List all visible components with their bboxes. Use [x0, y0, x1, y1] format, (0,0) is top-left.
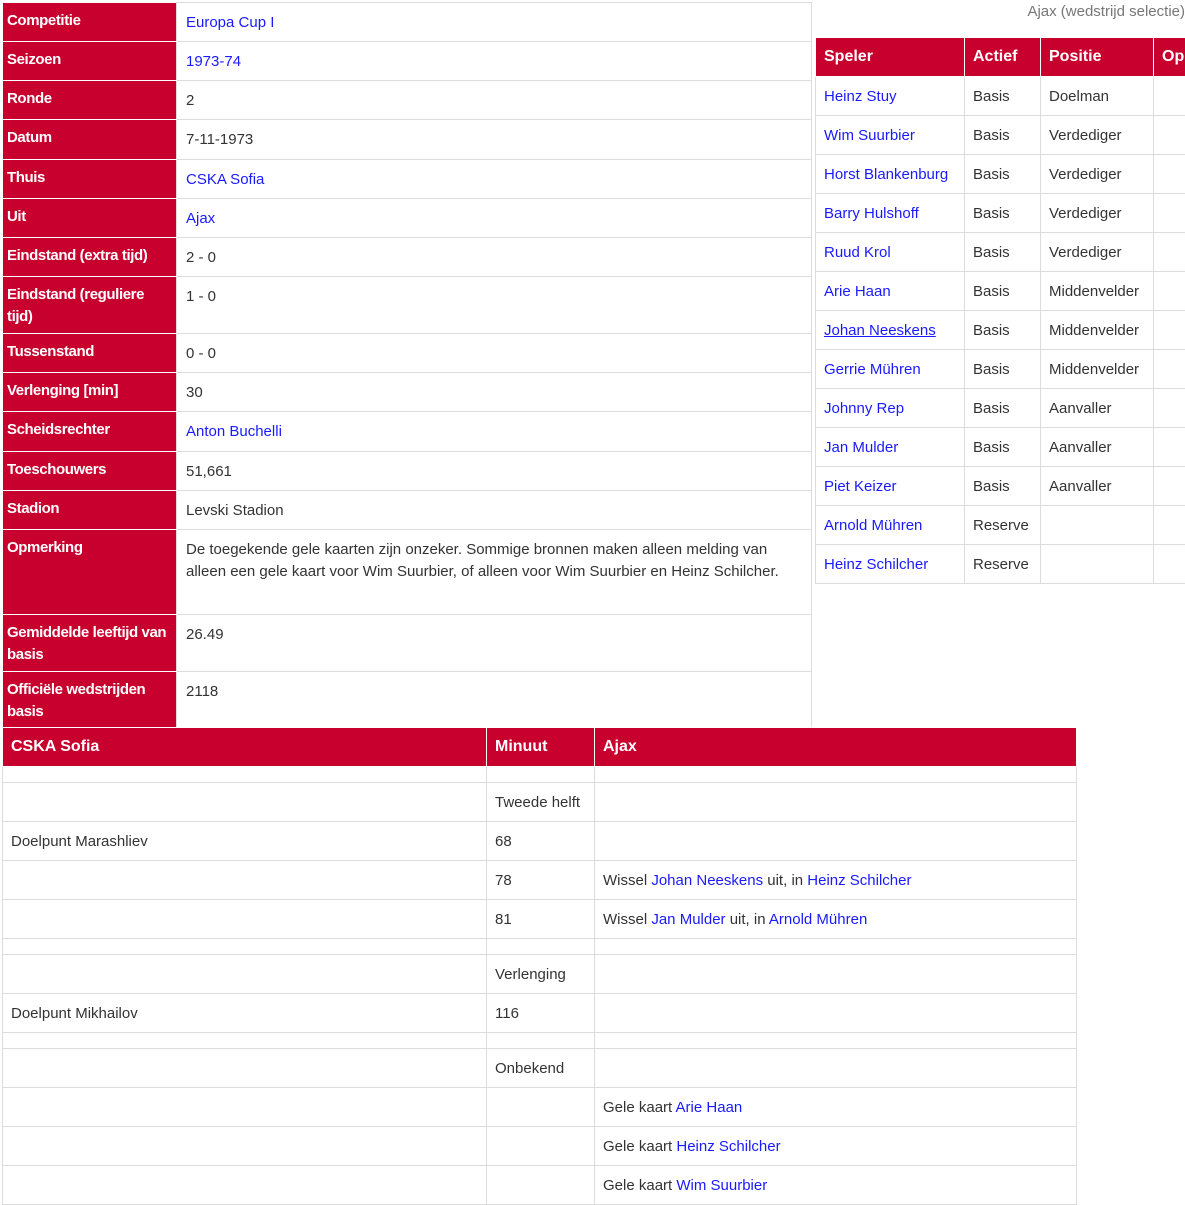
col-header-actief: Actief	[965, 38, 1041, 77]
player-position	[1041, 506, 1154, 545]
player-link[interactable]: Heinz Stuy	[824, 88, 897, 105]
referee-link[interactable]: Anton Buchelli	[186, 423, 282, 440]
col-header-positie: Positie	[1041, 38, 1154, 77]
player-status: Basis	[965, 155, 1041, 194]
away-event	[595, 861, 1077, 900]
event-text: Wissel	[603, 911, 651, 928]
info-label: Datum	[3, 120, 177, 160]
player-status: Basis	[965, 311, 1041, 350]
info-row	[3, 81, 812, 120]
player-position: Aanvaller	[1041, 389, 1154, 428]
player-position: Doelman	[1041, 77, 1154, 116]
info-label: Ronde	[3, 81, 177, 120]
info-row	[3, 120, 812, 160]
info-label: Competitie	[3, 3, 177, 42]
info-row	[3, 3, 812, 42]
player-link[interactable]: Arnold Mühren	[769, 911, 867, 928]
home-event: Doelpunt Marashliev	[3, 822, 487, 861]
info-value: Levski Stadion	[177, 491, 812, 530]
player-status: Basis	[965, 77, 1041, 116]
info-label: Seizoen	[3, 42, 177, 81]
player-status: Basis	[965, 272, 1041, 311]
player-link[interactable]: Heinz Schilcher	[676, 1138, 780, 1155]
event-minute: 116	[487, 994, 595, 1033]
event-minute: 68	[487, 822, 595, 861]
event-row	[3, 861, 1077, 900]
event-text: uit, in	[763, 872, 807, 889]
spacer-row	[3, 767, 1077, 783]
table-row	[816, 233, 1185, 272]
player-status: Basis	[965, 350, 1041, 389]
info-label: Eindstand (reguliere tijd)	[3, 277, 177, 334]
player-extra	[1154, 545, 1185, 584]
event-minute: 78	[487, 861, 595, 900]
event-row	[3, 1166, 1077, 1205]
table-row	[816, 194, 1185, 233]
player-status: Reserve	[965, 545, 1041, 584]
info-row	[3, 238, 812, 277]
player-link[interactable]: Jan Mulder	[651, 911, 725, 928]
event-text: uit, in	[726, 911, 769, 928]
player-extra	[1154, 116, 1185, 155]
player-status: Basis	[965, 428, 1041, 467]
info-label: Thuis	[3, 160, 177, 199]
event-minute: 81	[487, 900, 595, 939]
player-extra	[1154, 233, 1185, 272]
info-row	[3, 334, 812, 373]
player-link[interactable]: Heinz Schilcher	[824, 556, 928, 573]
player-position: Middenvelder	[1041, 311, 1154, 350]
away-event	[595, 1088, 1077, 1127]
info-label: Toeschouwers	[3, 452, 177, 491]
player-status: Basis	[965, 467, 1041, 506]
table-row	[816, 77, 1185, 116]
table-row	[816, 545, 1185, 584]
player-extra	[1154, 77, 1185, 116]
player-extra	[1154, 467, 1185, 506]
player-link[interactable]: Wim Suurbier	[824, 127, 915, 144]
table-row	[816, 155, 1185, 194]
info-value: 7-11-1973	[177, 120, 812, 160]
info-label: Gemiddelde leeftijd van basis	[3, 615, 177, 672]
player-position: Middenvelder	[1041, 272, 1154, 311]
info-label: Tussenstand	[3, 334, 177, 373]
selection-caption: Ajax (wedstrijd selectie)	[1000, 3, 1185, 20]
away-event	[595, 1166, 1077, 1205]
home-event: Doelpunt Mikhailov	[3, 994, 487, 1033]
player-position: Middenvelder	[1041, 350, 1154, 389]
event-row	[3, 1127, 1077, 1166]
player-link[interactable]: Barry Hulshoff	[824, 205, 919, 222]
info-row	[3, 412, 812, 452]
player-link[interactable]: Johan Neeskens	[651, 872, 763, 889]
player-status: Basis	[965, 194, 1041, 233]
player-position: Verdediger	[1041, 155, 1154, 194]
player-link[interactable]: Johnny Rep	[824, 400, 904, 417]
info-value: 51,661	[177, 452, 812, 491]
player-link[interactable]: Arie Haan	[676, 1099, 743, 1116]
table-row	[816, 467, 1185, 506]
info-row	[3, 160, 812, 199]
player-extra	[1154, 155, 1185, 194]
player-link[interactable]: Wim Suurbier	[676, 1177, 767, 1194]
table-row	[816, 389, 1185, 428]
col-header-speler: Speler	[816, 38, 965, 77]
table-row	[816, 116, 1185, 155]
table-row	[816, 311, 1185, 350]
info-value: 2 - 0	[177, 238, 812, 277]
info-label: Officiële wedstrijden basis	[3, 672, 177, 729]
player-extra	[1154, 311, 1185, 350]
event-row	[3, 994, 1077, 1033]
match-events-table	[2, 727, 1077, 1205]
period-row	[3, 955, 1077, 994]
player-status: Basis	[965, 389, 1041, 428]
player-extra	[1154, 350, 1185, 389]
player-position	[1041, 545, 1154, 584]
player-link[interactable]: Arie Haan	[824, 283, 891, 300]
player-link[interactable]: Jan Mulder	[824, 439, 898, 456]
col-header-home: CSKA Sofia	[3, 728, 487, 767]
event-text: Gele kaart	[603, 1177, 676, 1194]
event-row	[3, 900, 1077, 939]
event-text: Gele kaart	[603, 1138, 676, 1155]
away-event	[595, 900, 1077, 939]
info-value: 2	[177, 81, 812, 120]
player-position: Aanvaller	[1041, 428, 1154, 467]
info-row	[3, 42, 812, 81]
info-row	[3, 530, 812, 615]
info-row	[3, 277, 812, 334]
player-position: Verdediger	[1041, 233, 1154, 272]
home-team-link[interactable]: CSKA Sofia	[186, 171, 264, 188]
info-label: Opmerking	[3, 530, 177, 615]
competition-link[interactable]: Europa Cup I	[186, 14, 274, 31]
player-status: Basis	[965, 116, 1041, 155]
period-label: Tweede helft	[487, 783, 595, 822]
spacer-row	[3, 939, 1077, 955]
away-team-link[interactable]: Ajax	[186, 210, 215, 227]
player-extra	[1154, 428, 1185, 467]
table-row	[816, 350, 1185, 389]
player-link[interactable]: Ruud Krol	[824, 244, 891, 261]
player-extra	[1154, 506, 1185, 545]
player-status: Basis	[965, 233, 1041, 272]
info-label: Stadion	[3, 491, 177, 530]
info-remark: De toegekende gele kaarten zijn onzeker. Sommige bronnen maken alleen melding van alleen een gele kaart voor Wim Suurbier, of alleen voor Wim Suurbier en Heinz Schilcher.	[177, 530, 812, 615]
info-row	[3, 615, 812, 672]
info-row	[3, 452, 812, 491]
event-text: Wissel	[603, 872, 651, 889]
player-extra	[1154, 194, 1185, 233]
player-extra	[1154, 272, 1185, 311]
player-link[interactable]: Piet Keizer	[824, 478, 897, 495]
player-link[interactable]: Horst Blankenburg	[824, 166, 948, 183]
player-position: Aanvaller	[1041, 467, 1154, 506]
period-row	[3, 783, 1077, 822]
info-value: 30	[177, 373, 812, 412]
event-row	[3, 822, 1077, 861]
event-text: Gele kaart	[603, 1099, 676, 1116]
player-position: Verdediger	[1041, 194, 1154, 233]
player-link[interactable]: Arnold Mühren	[824, 517, 922, 534]
info-value: 26.49	[177, 615, 812, 672]
player-link[interactable]: Gerrie Mühren	[824, 361, 921, 378]
info-row	[3, 199, 812, 238]
info-value: 0 - 0	[177, 334, 812, 373]
col-header-op: Op	[1154, 38, 1185, 77]
info-value: 2118	[177, 672, 812, 729]
season-link[interactable]: 1973-74	[186, 53, 241, 70]
info-row	[3, 491, 812, 530]
info-label: Uit	[3, 199, 177, 238]
spacer-row	[3, 1033, 1077, 1049]
period-label: Verlenging	[487, 955, 595, 994]
player-status: Reserve	[965, 506, 1041, 545]
info-value: 1 - 0	[177, 277, 812, 334]
match-info-table	[2, 2, 812, 729]
info-label: Scheidsrechter	[3, 412, 177, 452]
player-extra	[1154, 389, 1185, 428]
table-row	[816, 272, 1185, 311]
player-link[interactable]: Heinz Schilcher	[807, 872, 911, 889]
period-row	[3, 1049, 1077, 1088]
col-header-minute: Minuut	[487, 728, 595, 767]
away-event	[595, 1127, 1077, 1166]
info-row	[3, 373, 812, 412]
event-row	[3, 1088, 1077, 1127]
period-label: Onbekend	[487, 1049, 595, 1088]
info-row	[3, 672, 812, 729]
selection-table	[815, 37, 1185, 584]
table-row	[816, 428, 1185, 467]
info-label: Verlenging [min]	[3, 373, 177, 412]
player-link[interactable]: Johan Neeskens	[824, 322, 936, 339]
info-label: Eindstand (extra tijd)	[3, 238, 177, 277]
table-row	[816, 506, 1185, 545]
col-header-away: Ajax	[595, 728, 1077, 767]
player-position: Verdediger	[1041, 116, 1154, 155]
